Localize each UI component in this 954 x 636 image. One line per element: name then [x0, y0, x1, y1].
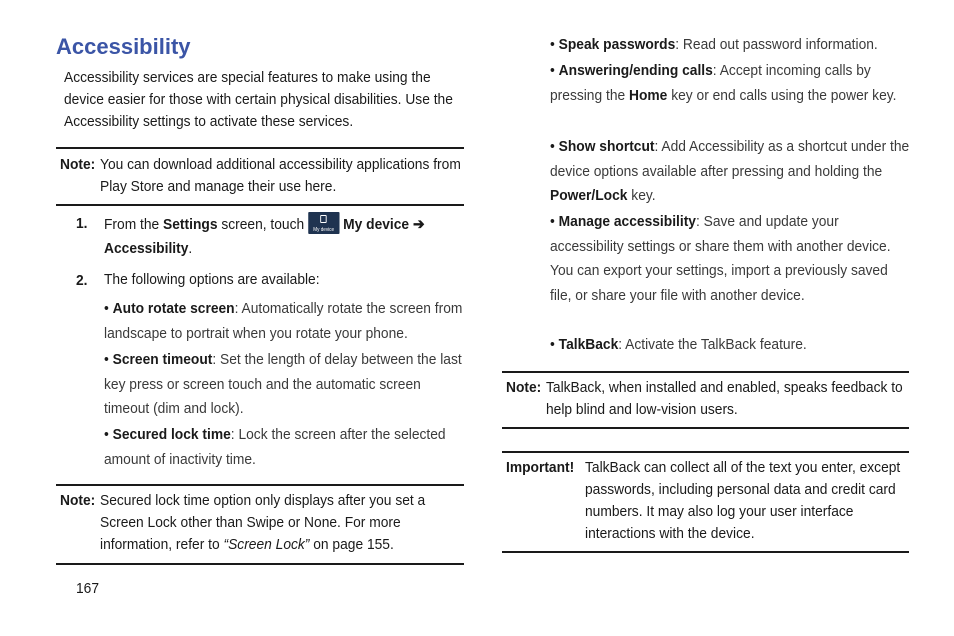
device-icon	[320, 215, 326, 223]
note-label: Note:	[60, 156, 96, 173]
option-screen-timeout: • Screen timeout: Set the length of delay between the last key press or screen touch and the automatic screen timeout (dim and lock).	[104, 351, 462, 417]
note-text: TalkBack, when installed and enabled, speaks feedback to help blind and low-vision users.	[546, 379, 903, 418]
cross-reference: “Screen Lock”	[223, 536, 310, 553]
note-divider-top	[56, 484, 464, 486]
note-divider-bottom	[502, 427, 909, 429]
option-secured-lock-time: • Secured lock time: Lock the screen after the selected amount of inactivity time.	[104, 426, 446, 468]
important-label: Important!	[506, 459, 575, 476]
page-number: 167	[76, 580, 100, 597]
step-2-text: The following options are available:	[104, 271, 320, 288]
note-divider-bottom	[56, 563, 464, 565]
step-number: 2.	[76, 272, 88, 289]
important-text: TalkBack can collect all of the text you enter, except passwords, including personal data and credit card numbers. It may also log your user interface interactions with the device.	[585, 459, 901, 542]
my-device-app-icon[interactable]: My device	[308, 212, 339, 234]
note-divider-top	[56, 147, 464, 149]
step-number: 1.	[76, 215, 88, 232]
important-divider-top	[502, 451, 909, 453]
note-text: You can download additional accessibility applications from Play Store and manage their use here.	[100, 156, 461, 195]
option-manage-accessibility: • Manage accessibility: Save and update your accessibility settings or share them with another device. You can export your settings, import a previously saved file, or share your file with another device.	[550, 213, 891, 304]
page-title: Accessibility	[56, 34, 191, 59]
option-talkback: • TalkBack: Activate the TalkBack feature.	[550, 336, 807, 353]
note-text: Secured lock time option only displays after you set a Screen Lock other than Swipe or None. For more information, refer to “Screen Lock” on page 155.	[100, 492, 426, 553]
option-show-shortcut: • Show shortcut: Add Accessibility as a shortcut under the device options available after pressing and holding the Power/Lock key.	[550, 138, 910, 204]
option-auto-rotate: • Auto rotate screen: Automatically rotate the screen from landscape to portrait when you rotate your phone.	[104, 300, 463, 342]
intro-paragraph: Accessibility services are special features to make using the device easier for those with certain physical disabilities. Use the Accessibility settings to activate these services.	[64, 69, 453, 130]
option-speak-passwords: • Speak passwords: Read out password information.	[550, 36, 878, 53]
option-answering-ending-calls: • Answering/ending calls: Accept incoming calls by pressing the Home key or end calls using the power key.	[550, 62, 897, 104]
note-divider-top	[502, 371, 909, 373]
step-1-text: From the Settings screen, touch My device My device ➔ Accessibility.	[104, 212, 463, 261]
important-divider-bottom	[502, 551, 909, 553]
note-label: Note:	[60, 492, 96, 509]
note-label: Note:	[506, 379, 542, 396]
note-divider-bottom	[56, 204, 464, 206]
